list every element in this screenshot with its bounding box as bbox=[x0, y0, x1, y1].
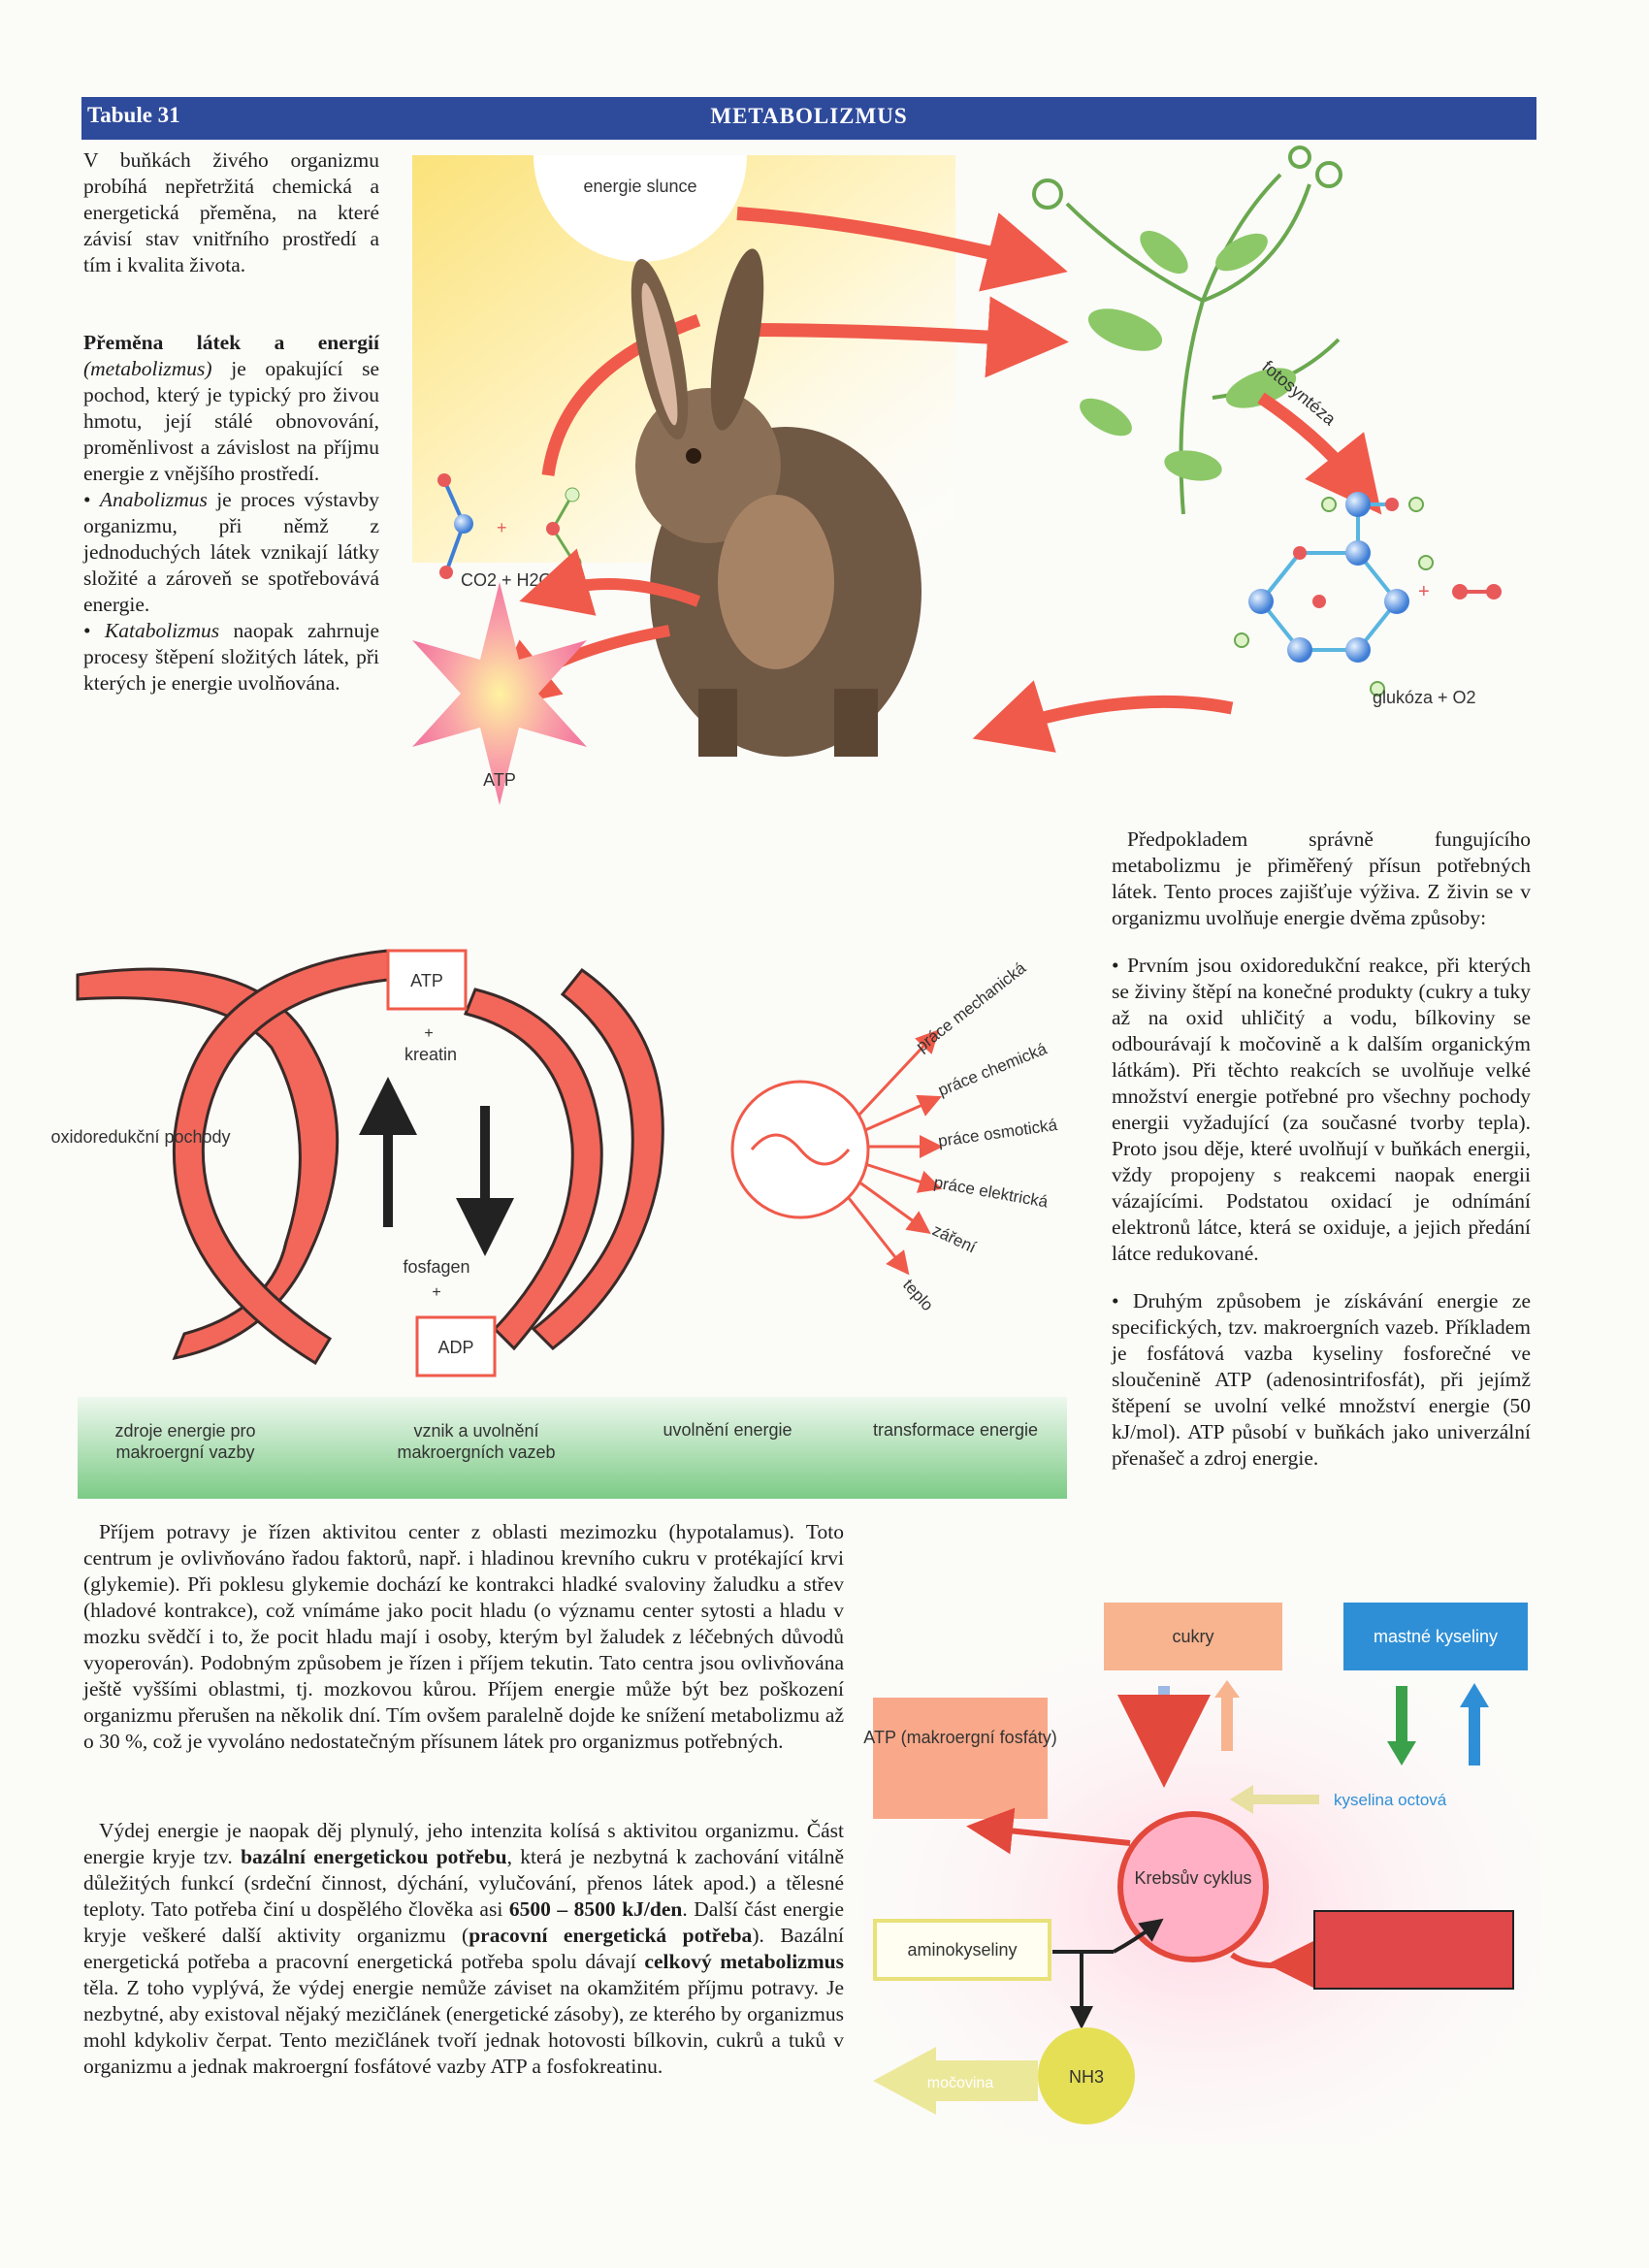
p2-bold-range: 6500 – 8500 kJ/den bbox=[508, 1897, 683, 1921]
catabolism-text: naopak zahrnuje procesy štěpení složitých látek, při kterých je energie uvolňována. bbox=[83, 619, 379, 695]
glucose-to-hare-arrow bbox=[1009, 701, 1232, 728]
oxidoreduction-label-line bbox=[50, 1127, 230, 1147]
atp-phosphates-label bbox=[863, 1728, 1056, 1747]
band-label-bonds: vznik a uvolnění makroergních vazeb bbox=[397, 1421, 556, 1462]
co2-label: CO2 + H2O bbox=[461, 570, 553, 590]
anabolism-term: Anabolizmus bbox=[99, 488, 208, 511]
catabolism-term: Katabolizmus bbox=[104, 619, 220, 642]
pea-leaves bbox=[1074, 223, 1302, 485]
adp-plus: + bbox=[432, 1284, 441, 1301]
right-column-text bbox=[1112, 826, 1531, 1472]
co2-plus-sign: + bbox=[497, 518, 507, 537]
output-heat: teplo bbox=[899, 1275, 937, 1315]
output-chemical: práce chemická bbox=[935, 1039, 1050, 1100]
sun-label: energie slunce bbox=[583, 177, 697, 196]
right-paragraph-3: • Druhým způsobem je získávání energie ze specifických, tzv. makroergních vazeb. Příkladem je fosfátová vazba kyseliny fosforečné ve sloučenině ATP (adenosintrifosfát), při jejímž štěpení se uvolní velké množství energie (50 kJ/mol). ATP působí v buňkách jako univerzální přenašeč a zdroj energie. bbox=[1112, 1289, 1531, 1470]
right-paragraph-2: • Prvním jsou oxidoredukční reakce, při kterých se živiny štěpí na konečné produkty (cukry a tuky až na oxid uhličitý a vodu, bílkoviny se odbourávají k močovině a k dalším organickým látkám). Při těchto reakcích se uvolňuje velké množství energie potřebné pro všechny pochody energii vyžadující (za současné tvorby tepla). Proto jsou děje, které uvolňují v buňkách energii, vždy propojeny s reakcemi naopak energii vázajícími. Podstatou oxidací je odnímání elektronů látce, která se oxiduje, a jejich předání látce redukované. bbox=[1112, 954, 1531, 1265]
band-label-transform: transformace energie bbox=[872, 1420, 1039, 1440]
fatty-acids-label: mastné kyseliny bbox=[1373, 1627, 1499, 1646]
lead-rest: je opakující se pochod, který je typický pro živou hmotu, její stálé obnovování, proměnlivost a závislost na příjmu energie z vnějšího prostředí. bbox=[83, 357, 380, 485]
right-paragraph-1: Předpokladem správně fungujícího metabolizmu je přiměřený přísun potřebných látek. Tento proces zajišťuje výživa. Z živin se v organizmu uvolňuje energie dvěma způsoby: bbox=[1112, 827, 1531, 929]
p2-bold-basal: bazální energetickou potřebu bbox=[241, 1845, 507, 1868]
energy-output-paragraph bbox=[83, 1818, 844, 2080]
anabolism-bullet: • Anabolizmus je proces výstavby organizmu, při němž z jednoduchých látek vznikají látky složité a zároveň se spotřebovává energie. bbox=[83, 488, 380, 616]
lead-italic: (metabolizmus) bbox=[83, 357, 212, 380]
oxidoreduction-label: oxidoredukční pochody bbox=[50, 1127, 231, 1147]
atp-phosphates-text: ATP (makroergní fosfáty) bbox=[863, 1728, 1057, 1747]
oxygen-molecule bbox=[1452, 584, 1502, 599]
acetic-acid-label: kyselina octová bbox=[1334, 1791, 1447, 1809]
cukry-label: cukry bbox=[1172, 1627, 1214, 1646]
krebs-cycle-figure bbox=[863, 1591, 1542, 2154]
band-label-release: uvolnění energie bbox=[663, 1420, 792, 1440]
p2-text-e: ). Bazální energetická potřeba a pracovní energetická potřeba spolu dávají bbox=[83, 1924, 844, 1973]
output-osmotic: práce osmotická bbox=[936, 1115, 1059, 1150]
atp-box-label: ATP bbox=[410, 971, 443, 990]
p2-text-d: . Další část energie kryje veškeré další aktivity organizmu ( bbox=[83, 1897, 845, 1947]
oxidoreduction-arrows bbox=[78, 951, 663, 1363]
p2-text-f: těla. Z toho vyplývá, že výdej energie nemůže záviset na okamžitém příjmu potravy. Je nezbytné, aby existoval nějaký mezičlánek (energetické zásoby), ze kterého by organizmus mohl kdykoliv čerpat. Tento mezičlánek tvoří jednak hotovosti bílkovin, cukrů a tuků v organizmu a jednak makroergní fosfátové vazby ATP a fosfokreatinu. bbox=[83, 1976, 844, 2078]
table-number: Tabule 31 bbox=[87, 103, 180, 127]
fosfagen-label: fosfagen bbox=[403, 1257, 470, 1277]
output-mechanical: práce mechanická bbox=[912, 958, 1030, 1056]
output-radiation: záření bbox=[929, 1220, 980, 1257]
catabolism-bullet: • Katabolizmus naopak zahrnuje procesy štěpení složitých látek, při kterých je energie uvolňována. bbox=[83, 619, 379, 695]
p2-bold-total: celkový metabolizmus bbox=[644, 1950, 845, 1973]
urea-label: močovina bbox=[926, 2075, 994, 2091]
p2-text-a: Výdej energie je naopak děj plynulý, jeho intenzita kolísá s aktivitou organizmu. Část energie kryje tzv. bbox=[83, 1819, 844, 1868]
glucose-plus-sign: + bbox=[1418, 581, 1430, 602]
kreatin-plus: + bbox=[424, 1025, 434, 1042]
output-electric: práce elektrická bbox=[932, 1173, 1050, 1212]
page-title: METABOLIZMUS bbox=[710, 104, 908, 128]
page-header bbox=[81, 97, 1536, 140]
glucose-label: glukóza + O2 bbox=[1373, 688, 1476, 707]
lead-bold: Přeměna látek a energií bbox=[83, 331, 379, 354]
intro-paragraph: V buňkách živého organizmu probíhá nepřetržitá chemická a energetická přeměna, na které závisí stav vnitřního prostředí a tím i kvalita života. bbox=[83, 148, 379, 276]
energy-flow-figure bbox=[330, 146, 1533, 790]
p2-text-c: , která je nezbytná k zachování vitálně důležitých funkcí (srdeční činnost, dýchání, vylučování, přenos látek apod.) a tělesné teploty. Tato potřeba činí u dospělého člověka asi bbox=[83, 1845, 844, 1921]
krebs-label: Krebsův cyklus bbox=[1134, 1868, 1252, 1888]
aminoacids-label: aminokyseliny bbox=[907, 1940, 1018, 1960]
glucose-molecule bbox=[1235, 492, 1433, 696]
bottom-paragraph-2 bbox=[83, 1818, 844, 2080]
atp-phosphates-box bbox=[873, 1698, 1048, 1819]
atp-star-label: ATP bbox=[483, 770, 516, 790]
atp-cycle-figure bbox=[50, 931, 1077, 1504]
p2-bold-work: pracovní energetická potřeba bbox=[469, 1924, 753, 1947]
energy-products-box bbox=[1314, 1911, 1513, 1989]
band-label-sources: zdroje energie pro makroergní vazby bbox=[114, 1421, 256, 1462]
bottom-paragraph-1: Příjem potravy je řízen aktivitou center z oblasti mezimozku (hypotalamus). Toto centrum je ovlivňováno řadou faktorů, např. i hladinou krevního cukru v protékající krvi (glykemie). Při poklesu glykemie dochází ke kontrakci hladké svaloviny žaludku a střev (hladové kontrakce), což vnímáme jako pocit hladu (o významu center sytosti a hladu v mozku svědčí i to, že pocit hladu mají i osoby, kterým byl žaludek z léčebných důvodů vyoperován). Podobným způsobem je řízen i příjem tekutin. Tato centra jsou ovlivňována ještě vyššími oblastmi, tj. mozkovou kůrou. Příjem energie může být bez poškození organizmu přerušen na několik dní. Tím ovšem paralelně dojde ke snížení metabolizmu až o 30 %, což je vyvoláno nedostatečným přísunem látek pro organizmus potřebných. bbox=[83, 1520, 844, 1753]
anabolism-text: je proces výstavby organizmu, při němž z jednoduchých látek vznikají látky složité a zároveň se spotřebovává energie. bbox=[83, 488, 380, 616]
nh3-label: NH3 bbox=[1068, 2067, 1105, 2087]
kreatin-label: kreatin bbox=[404, 1045, 458, 1064]
adp-box-label: ADP bbox=[437, 1338, 474, 1357]
energy-output-labels bbox=[899, 958, 1059, 1314]
photosynthesis-label: fotosyntéza bbox=[1258, 356, 1340, 430]
